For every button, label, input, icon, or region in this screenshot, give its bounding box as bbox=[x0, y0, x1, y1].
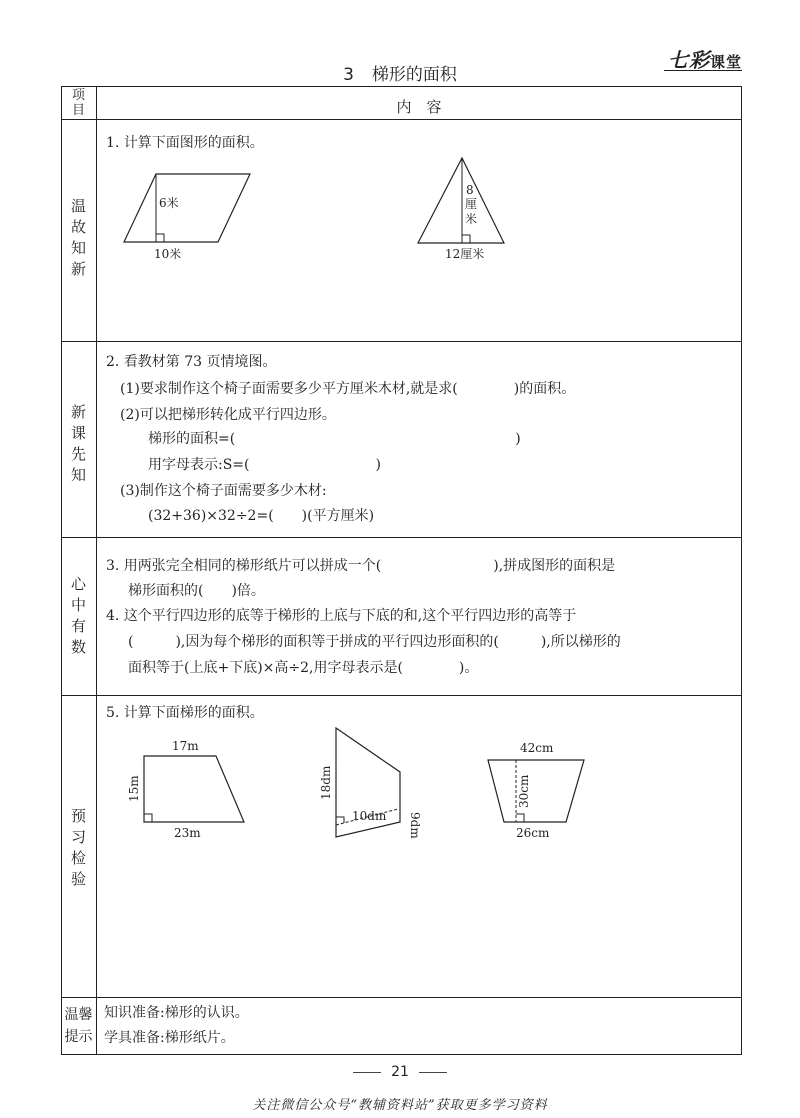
lesson-number: 3 bbox=[343, 65, 354, 85]
section-label-tips: 温馨提示 bbox=[64, 1007, 93, 1045]
trapezoid-2-figure bbox=[314, 722, 424, 842]
trapezoid-1-figure bbox=[120, 734, 260, 844]
col-header-item: 项目 bbox=[71, 88, 85, 118]
section-label-check: 预习检验 bbox=[70, 807, 86, 888]
trapezoid-1-height-label: 15m bbox=[127, 775, 141, 802]
brand-underline bbox=[664, 70, 742, 71]
section-label-preview: 新课先知 bbox=[70, 403, 86, 484]
trapezoid-3-bottom-label: 26cm bbox=[516, 826, 550, 840]
trapezoid-3-height-label: 30cm bbox=[517, 774, 531, 808]
section-label-understanding: 心中有数 bbox=[70, 575, 86, 656]
section-label-review: 温故知新 bbox=[70, 197, 86, 278]
header-row-divider bbox=[61, 119, 742, 120]
triangle-base-label: 12厘米 bbox=[445, 247, 485, 261]
section-divider bbox=[61, 341, 742, 342]
trapezoid-2-left-label: 18dm bbox=[319, 765, 333, 800]
section-divider bbox=[61, 997, 742, 998]
column-divider bbox=[96, 86, 97, 1055]
question-4-line-3: 面积等于(上底+下底)×高÷2,用字母表示是( )。 bbox=[128, 660, 479, 676]
page-number-dash-left bbox=[353, 1072, 381, 1073]
col-header-content: 内 容 bbox=[396, 98, 442, 116]
footer-note: 关注微信公众号“教辅资料站”获取更多学习资料 bbox=[252, 1098, 548, 1113]
page-number-value: 21 bbox=[391, 1064, 409, 1080]
question-1: 1. 计算下面图形的面积。 bbox=[106, 135, 264, 151]
brand-sub: 课堂 bbox=[709, 53, 742, 71]
lesson-title: 梯形的面积 bbox=[371, 65, 457, 85]
question-2-part-1: (1)要求制作这个椅子面需要多少平方厘米木材,就是求( )的面积。 bbox=[120, 381, 576, 397]
wood-calculation: (32+36)×32÷2=( )(平方厘米) bbox=[148, 508, 375, 524]
section-divider bbox=[61, 537, 742, 538]
trapezoid-3-figure bbox=[480, 736, 600, 842]
question-4-line-1: 4. 这个平行四边形的底等于梯形的上底与下底的和,这个平行四边形的高等于 bbox=[106, 608, 577, 624]
trapezoid-2-right-label: 9dm bbox=[408, 812, 422, 839]
question-2-part-3: (3)制作这个椅子面需要多少木材: bbox=[120, 483, 327, 499]
page-number bbox=[0, 1064, 800, 1080]
section-divider bbox=[61, 695, 742, 696]
brand-logo bbox=[668, 44, 742, 73]
question-2-part-2: (2)可以把梯形转化成平行四边形。 bbox=[120, 407, 336, 423]
trapezoid-2-bottom-label: 10dm bbox=[352, 809, 387, 823]
trapezoid-1-bottom-label: 23m bbox=[174, 826, 201, 840]
triangle-height-label-1: 8 bbox=[466, 183, 474, 197]
question-3-line-1: 3. 用两张完全相同的梯形纸片可以拼成一个( ),拼成图形的面积是 bbox=[106, 558, 616, 574]
brand-name: 七彩 bbox=[667, 48, 710, 72]
trapezoid-1-top-label: 17m bbox=[172, 739, 199, 753]
tip-materials: 学具准备:梯形纸片。 bbox=[104, 1030, 235, 1046]
question-4-line-2: ( ),因为每个梯形的面积等于拼成的平行四边形面积的( ),所以梯形的 bbox=[128, 634, 621, 650]
trapezoid-area-formula: 梯形的面积=( ) bbox=[148, 431, 521, 447]
trapezoid-3-top-label: 42cm bbox=[520, 741, 554, 755]
question-5: 5. 计算下面梯形的面积。 bbox=[106, 705, 264, 721]
triangle-figure bbox=[414, 152, 514, 264]
parallelogram-height-label: 6米 bbox=[159, 196, 179, 210]
question-3-line-2: 梯形面积的( )倍。 bbox=[128, 583, 265, 599]
parallelogram-base-label: 10米 bbox=[154, 247, 182, 261]
tip-knowledge: 知识准备:梯形的认识。 bbox=[104, 1005, 249, 1021]
parallelogram-figure bbox=[118, 170, 258, 265]
page-number-dash-right bbox=[419, 1072, 447, 1073]
triangle-height-label-2: 厘 bbox=[465, 197, 478, 211]
letter-formula: 用字母表示:S=( ) bbox=[148, 457, 381, 473]
question-2-intro: 2. 看教材第 73 页情境图。 bbox=[106, 354, 277, 370]
triangle-height-label-3: 米 bbox=[465, 212, 478, 226]
